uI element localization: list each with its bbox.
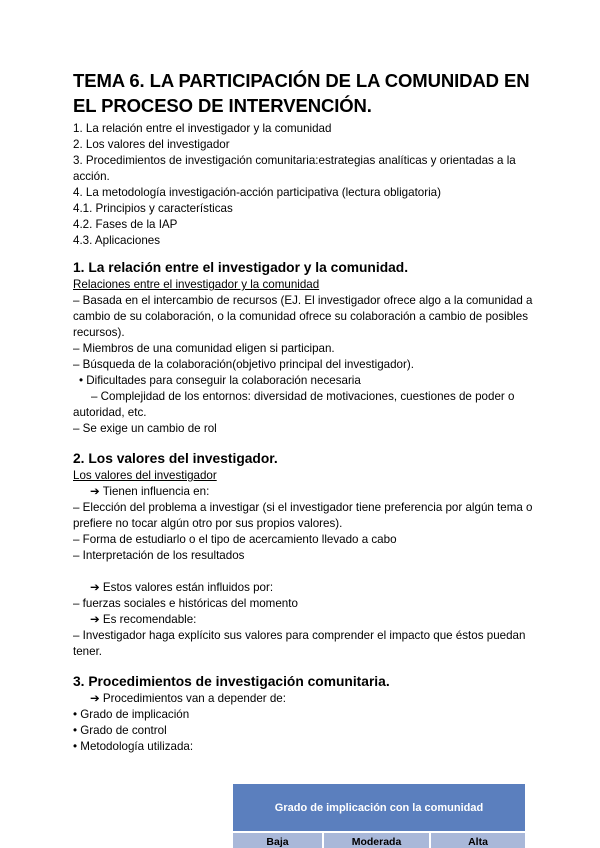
toc-item: 3. Procedimientos de investigación comunitaria:estrategias analíticas y orientadas a la acción. <box>73 154 516 183</box>
paragraph: – Miembros de una comunidad eligen si participan. <box>73 342 335 355</box>
paragraph: – Investigador haga explícito sus valores para comprender el impacto que éstos puedan tener. <box>73 629 526 658</box>
arrow-item: ➔ Tienen influencia en: <box>90 485 210 498</box>
section-1 <box>73 259 543 437</box>
implication-table <box>233 784 525 848</box>
section-2-heading: 2. Los valores del investigador. <box>73 451 278 466</box>
toc-item: 4.2. Fases de la IAP <box>73 218 178 231</box>
bullet-item: • Grado de control <box>73 724 167 737</box>
arrow-item: ➔ Estos valores están influidos por: <box>90 581 274 594</box>
page-title: TEMA 6. LA PARTICIPACIÓN DE LA COMUNIDAD EN EL PROCESO DE INTERVENCIÓN. <box>73 70 530 116</box>
bullet-item: • Metodología utilizada: <box>73 740 194 753</box>
paragraph: – Basada en el intercambio de recursos (EJ. El investigador ofrece algo a la comunidad a cambio de su colaboración, o la comunidad ofrece su colaboración a cambio de posibles recursos). <box>73 294 533 339</box>
table-cell-moderada: Moderada <box>324 833 431 848</box>
table-header: Grado de implicación con la comunidad <box>233 784 525 833</box>
section-3 <box>73 673 543 755</box>
toc-item: 4. La metodología investigación-acción participativa (lectura obligatoria) <box>73 186 441 199</box>
section-2-subheading: Los valores del investigador <box>73 469 217 482</box>
table-cell-alta: Alta <box>431 833 525 848</box>
paragraph <box>73 389 543 421</box>
paragraph: – fuerzas sociales e históricas del momento <box>73 597 298 610</box>
spacer <box>73 564 543 580</box>
section-3-heading: 3. Procedimientos de investigación comunitaria. <box>73 674 390 689</box>
toc-item: 1. La relación entre el investigador y la comunidad <box>73 122 332 135</box>
table-cell-baja: Baja <box>233 833 324 848</box>
paragraph-text: – Complejidad de los entornos: diversidad de motivaciones, cuestiones de poder o autoridad, etc. <box>73 390 515 419</box>
toc-item: 4.1. Principios y características <box>73 202 233 215</box>
section-2 <box>73 450 543 660</box>
section-1-subheading: Relaciones entre el investigador y la comunidad <box>73 278 320 291</box>
paragraph: – Interpretación de los resultados <box>73 549 245 562</box>
paragraph: – Elección del problema a investigar (si el investigador tiene preferencia por algún tema o prefiere no tocar algún otro por sus propios valores). <box>73 501 533 530</box>
paragraph: – Forma de estudiarlo o el tipo de acercamiento llevado a cabo <box>73 533 397 546</box>
paragraph: – Búsqueda de la colaboración(objetivo principal del investigador). <box>73 358 414 371</box>
toc-item: 2. Los valores del investigador <box>73 138 230 151</box>
toc-item: 4.3. Aplicaciones <box>73 234 161 247</box>
document-page <box>73 68 543 755</box>
arrow-item: ➔ Procedimientos van a depender de: <box>90 692 286 705</box>
bullet-item: • Grado de implicación <box>73 708 190 721</box>
paragraph: – Se exige un cambio de rol <box>73 422 217 435</box>
table-of-contents <box>73 121 543 249</box>
section-1-heading: 1. La relación entre el investigador y la comunidad. <box>73 260 409 275</box>
table-row <box>233 833 525 848</box>
bullet-item: • Dificultades para conseguir la colaboración necesaria <box>79 374 361 387</box>
arrow-item: ➔ Es recomendable: <box>90 613 197 626</box>
